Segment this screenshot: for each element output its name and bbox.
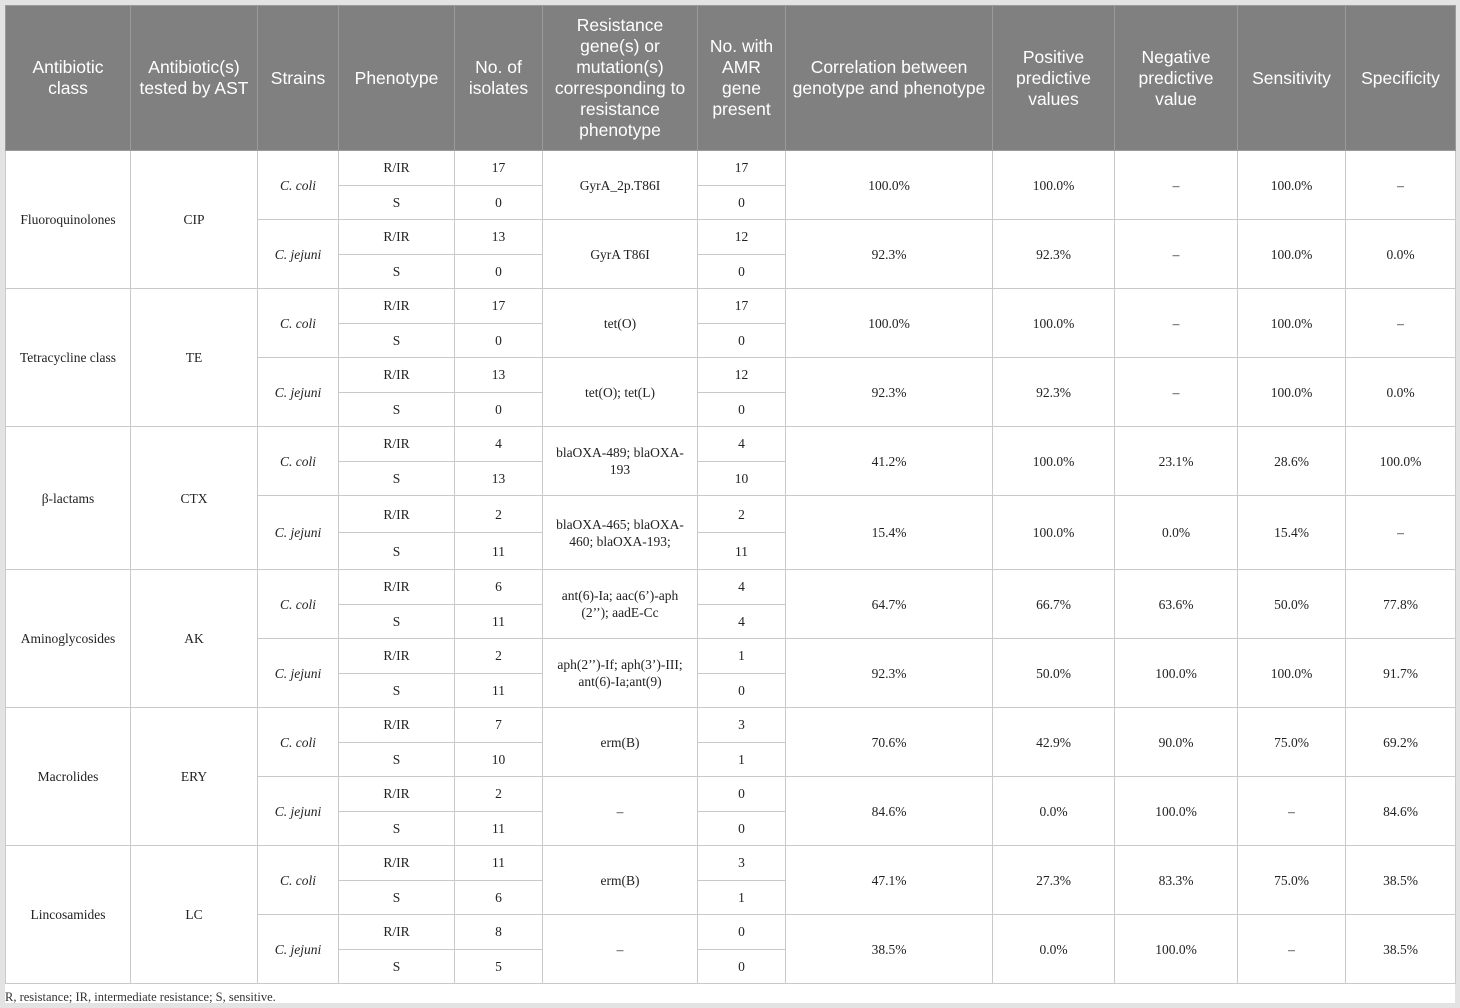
sensitivity-cell: 28.6%	[1238, 427, 1346, 496]
phenotype-cell: S	[339, 742, 455, 777]
specificity-cell: 0.0%	[1346, 220, 1456, 289]
antibiotic-class-cell: Aminoglycosides	[6, 570, 131, 708]
amr-count-cell: 0	[698, 811, 786, 846]
npv-cell: 0.0%	[1115, 496, 1238, 570]
isolates-cell: 17	[455, 151, 543, 186]
strain-cell: C. jejuni	[258, 496, 339, 570]
ast-cell: CTX	[131, 427, 258, 570]
ppv-cell: 92.3%	[993, 358, 1115, 427]
amr-count-cell: 0	[698, 777, 786, 812]
isolates-cell: 0	[455, 323, 543, 358]
table-row	[6, 708, 1456, 743]
column-header: Antibiotic class	[6, 6, 131, 151]
specificity-cell: –	[1346, 151, 1456, 220]
table-footnote: R, resistance; IR, intermediate resistance; S, sensitive.	[5, 990, 276, 1004]
column-header: Specificity	[1346, 6, 1456, 151]
specificity-cell: 100.0%	[1346, 427, 1456, 496]
strain-cell: C. coli	[258, 427, 339, 496]
isolates-cell: 0	[455, 392, 543, 427]
specificity-cell: 77.8%	[1346, 570, 1456, 639]
specificity-cell: –	[1346, 289, 1456, 358]
specificity-cell: 38.5%	[1346, 846, 1456, 915]
phenotype-cell: S	[339, 185, 455, 220]
document-page	[5, 5, 1455, 1003]
gene-cell: ant(6)-Ia; aac(6’)-aph (2’’); aadE-Cc	[543, 570, 698, 639]
phenotype-cell: R/IR	[339, 289, 455, 324]
correlation-cell: 92.3%	[786, 358, 993, 427]
specificity-cell: 0.0%	[1346, 358, 1456, 427]
amr-count-cell: 3	[698, 846, 786, 881]
amr-count-cell: 3	[698, 708, 786, 743]
amr-count-cell: 1	[698, 880, 786, 915]
isolates-cell: 8	[455, 915, 543, 950]
ppv-cell: 50.0%	[993, 639, 1115, 708]
ast-cell: ERY	[131, 708, 258, 846]
isolates-cell: 11	[455, 604, 543, 639]
sensitivity-cell: 100.0%	[1238, 358, 1346, 427]
strain-cell: C. coli	[258, 289, 339, 358]
strain-cell: C. jejuni	[258, 915, 339, 984]
npv-cell: 100.0%	[1115, 777, 1238, 846]
strain-cell: C. jejuni	[258, 358, 339, 427]
phenotype-cell: R/IR	[339, 777, 455, 812]
strain-cell: C. jejuni	[258, 777, 339, 846]
ppv-cell: 100.0%	[993, 427, 1115, 496]
phenotype-cell: S	[339, 880, 455, 915]
phenotype-cell: R/IR	[339, 846, 455, 881]
correlation-cell: 100.0%	[786, 151, 993, 220]
amr-count-cell: 0	[698, 392, 786, 427]
ast-cell: TE	[131, 289, 258, 427]
correlation-cell: 92.3%	[786, 639, 993, 708]
table-row	[6, 289, 1456, 324]
sensitivity-cell: 50.0%	[1238, 570, 1346, 639]
specificity-cell: –	[1346, 496, 1456, 570]
amr-count-cell: 4	[698, 604, 786, 639]
phenotype-cell: R/IR	[339, 220, 455, 255]
amr-count-cell: 10	[698, 461, 786, 496]
amr-count-cell: 4	[698, 570, 786, 605]
amr-count-cell: 17	[698, 289, 786, 324]
ppv-cell: 66.7%	[993, 570, 1115, 639]
specificity-cell: 84.6%	[1346, 777, 1456, 846]
sensitivity-cell: 15.4%	[1238, 496, 1346, 570]
gene-cell: –	[543, 777, 698, 846]
sensitivity-cell: 75.0%	[1238, 846, 1346, 915]
amr-count-cell: 0	[698, 915, 786, 950]
isolates-cell: 5	[455, 949, 543, 984]
column-header: Resistance gene(s) or mutation(s) corresponding to resistance phenotype	[543, 6, 698, 151]
phenotype-cell: S	[339, 392, 455, 427]
npv-cell: –	[1115, 151, 1238, 220]
antibiotic-class-cell: Macrolides	[6, 708, 131, 846]
strain-cell: C. jejuni	[258, 639, 339, 708]
phenotype-cell: S	[339, 254, 455, 289]
column-header: Phenotype	[339, 6, 455, 151]
antibiotic-class-cell: Fluoroquinolones	[6, 151, 131, 289]
npv-cell: –	[1115, 289, 1238, 358]
table-row	[6, 151, 1456, 186]
ppv-cell: 0.0%	[993, 915, 1115, 984]
sensitivity-cell: 100.0%	[1238, 639, 1346, 708]
ppv-cell: 100.0%	[993, 496, 1115, 570]
amr-count-cell: 0	[698, 949, 786, 984]
npv-cell: –	[1115, 220, 1238, 289]
gene-cell: erm(B)	[543, 846, 698, 915]
table-row	[6, 846, 1456, 881]
gene-cell: –	[543, 915, 698, 984]
npv-cell: 100.0%	[1115, 639, 1238, 708]
sensitivity-cell: 75.0%	[1238, 708, 1346, 777]
npv-cell: 100.0%	[1115, 915, 1238, 984]
isolates-cell: 13	[455, 220, 543, 255]
npv-cell: 83.3%	[1115, 846, 1238, 915]
amr-count-cell: 0	[698, 323, 786, 358]
phenotype-cell: S	[339, 323, 455, 358]
correlation-cell: 41.2%	[786, 427, 993, 496]
npv-cell: 23.1%	[1115, 427, 1238, 496]
npv-cell: –	[1115, 358, 1238, 427]
phenotype-cell: S	[339, 811, 455, 846]
isolates-cell: 11	[455, 811, 543, 846]
ast-cell: AK	[131, 570, 258, 708]
strain-cell: C. jejuni	[258, 220, 339, 289]
column-header: Strains	[258, 6, 339, 151]
sensitivity-cell: 100.0%	[1238, 151, 1346, 220]
isolates-cell: 6	[455, 880, 543, 915]
amr-count-cell: 12	[698, 358, 786, 393]
isolates-cell: 13	[455, 358, 543, 393]
column-header: No. of isolates	[455, 6, 543, 151]
column-header: Sensitivity	[1238, 6, 1346, 151]
gene-cell: blaOXA-465; blaOXA-460; blaOXA-193;	[543, 496, 698, 570]
phenotype-cell: R/IR	[339, 708, 455, 743]
gene-cell: tet(O)	[543, 289, 698, 358]
ppv-cell: 27.3%	[993, 846, 1115, 915]
ppv-cell: 0.0%	[993, 777, 1115, 846]
npv-cell: 63.6%	[1115, 570, 1238, 639]
amr-correlation-table	[5, 5, 1456, 984]
table-row	[6, 570, 1456, 605]
correlation-cell: 47.1%	[786, 846, 993, 915]
amr-count-cell: 1	[698, 639, 786, 674]
gene-cell: GyrA_2p.T86I	[543, 151, 698, 220]
phenotype-cell: R/IR	[339, 358, 455, 393]
amr-count-cell: 11	[698, 533, 786, 570]
isolates-cell: 17	[455, 289, 543, 324]
correlation-cell: 64.7%	[786, 570, 993, 639]
amr-count-cell: 0	[698, 185, 786, 220]
phenotype-cell: R/IR	[339, 639, 455, 674]
column-header: No. with AMR gene present	[698, 6, 786, 151]
amr-count-cell: 0	[698, 673, 786, 708]
correlation-cell: 15.4%	[786, 496, 993, 570]
column-header: Correlation between genotype and phenotype	[786, 6, 993, 151]
phenotype-cell: R/IR	[339, 151, 455, 186]
ast-cell: LC	[131, 846, 258, 984]
phenotype-cell: S	[339, 673, 455, 708]
isolates-cell: 10	[455, 742, 543, 777]
isolates-cell: 2	[455, 639, 543, 674]
sensitivity-cell: 100.0%	[1238, 289, 1346, 358]
amr-count-cell: 4	[698, 427, 786, 462]
phenotype-cell: R/IR	[339, 496, 455, 533]
isolates-cell: 6	[455, 570, 543, 605]
correlation-cell: 84.6%	[786, 777, 993, 846]
specificity-cell: 38.5%	[1346, 915, 1456, 984]
isolates-cell: 4	[455, 427, 543, 462]
isolates-cell: 7	[455, 708, 543, 743]
ppv-cell: 92.3%	[993, 220, 1115, 289]
phenotype-cell: R/IR	[339, 570, 455, 605]
isolates-cell: 2	[455, 496, 543, 533]
ppv-cell: 100.0%	[993, 289, 1115, 358]
amr-count-cell: 0	[698, 254, 786, 289]
table-body	[6, 151, 1456, 984]
isolates-cell: 11	[455, 533, 543, 570]
gene-cell: aph(2’’)-If; aph(3’)-III; ant(6)-Ia;ant(9)	[543, 639, 698, 708]
phenotype-cell: S	[339, 461, 455, 496]
sensitivity-cell: –	[1238, 777, 1346, 846]
phenotype-cell: R/IR	[339, 427, 455, 462]
antibiotic-class-cell: β-lactams	[6, 427, 131, 570]
gene-cell: GyrA T86I	[543, 220, 698, 289]
amr-count-cell: 17	[698, 151, 786, 186]
phenotype-cell: R/IR	[339, 915, 455, 950]
column-header: Positive predictive values	[993, 6, 1115, 151]
correlation-cell: 70.6%	[786, 708, 993, 777]
table-header-row	[6, 6, 1456, 151]
amr-count-cell: 2	[698, 496, 786, 533]
phenotype-cell: S	[339, 533, 455, 570]
ast-cell: CIP	[131, 151, 258, 289]
sensitivity-cell: –	[1238, 915, 1346, 984]
isolates-cell: 11	[455, 673, 543, 708]
phenotype-cell: S	[339, 604, 455, 639]
correlation-cell: 92.3%	[786, 220, 993, 289]
strain-cell: C. coli	[258, 570, 339, 639]
correlation-cell: 38.5%	[786, 915, 993, 984]
specificity-cell: 91.7%	[1346, 639, 1456, 708]
phenotype-cell: S	[339, 949, 455, 984]
isolates-cell: 0	[455, 254, 543, 289]
column-header: Negative predictive value	[1115, 6, 1238, 151]
gene-cell: blaOXA-489; blaOXA-193	[543, 427, 698, 496]
amr-count-cell: 1	[698, 742, 786, 777]
isolates-cell: 2	[455, 777, 543, 812]
ppv-cell: 42.9%	[993, 708, 1115, 777]
amr-count-cell: 12	[698, 220, 786, 255]
gene-cell: erm(B)	[543, 708, 698, 777]
sensitivity-cell: 100.0%	[1238, 220, 1346, 289]
npv-cell: 90.0%	[1115, 708, 1238, 777]
specificity-cell: 69.2%	[1346, 708, 1456, 777]
strain-cell: C. coli	[258, 151, 339, 220]
ppv-cell: 100.0%	[993, 151, 1115, 220]
gene-cell: tet(O); tet(L)	[543, 358, 698, 427]
antibiotic-class-cell: Lincosamides	[6, 846, 131, 984]
antibiotic-class-cell: Tetracycline class	[6, 289, 131, 427]
isolates-cell: 13	[455, 461, 543, 496]
correlation-cell: 100.0%	[786, 289, 993, 358]
column-header: Antibiotic(s) tested by AST	[131, 6, 258, 151]
strain-cell: C. coli	[258, 708, 339, 777]
table-row	[6, 427, 1456, 462]
isolates-cell: 0	[455, 185, 543, 220]
strain-cell: C. coli	[258, 846, 339, 915]
isolates-cell: 11	[455, 846, 543, 881]
